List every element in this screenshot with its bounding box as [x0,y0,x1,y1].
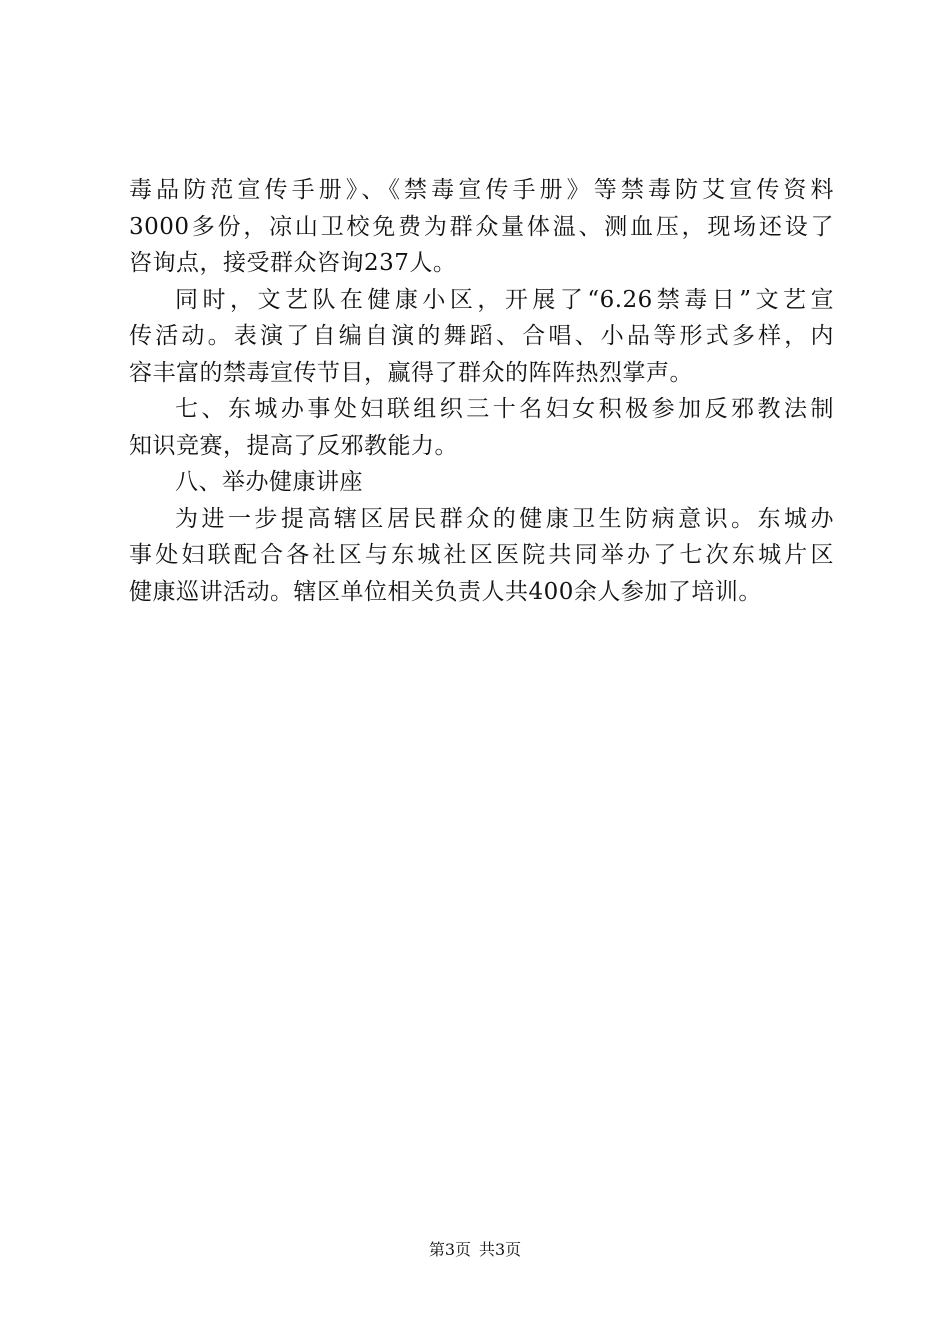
text-line: 咨询点，接受群众咨询237人。 [129,250,457,276]
text-line: 同时，文艺队在健康小区，开展了“6.26禁毒日”文艺宣 [175,286,834,313]
page-footer [0,1240,950,1260]
text-line: 健康巡讲活动。辖区单位相关负责人共400余人参加了培训。 [129,578,762,605]
total-pages: 共3页 [479,1240,522,1259]
page-number: 第3页 [428,1240,471,1259]
text-line: 毒品防范宣传手册》、《禁毒宣传手册》等禁毒防艾宣传资料 [129,177,834,203]
document-body [129,172,834,610]
text-line: 事处妇联配合各社区与东城社区医院共同举办了七次东城片区 [129,542,834,568]
text-line: 知识竞赛，提高了反邪教能力。 [129,432,458,459]
text-line: 容丰富的禁毒宣传节目，赢得了群众的阵阵热烈掌声。 [129,359,693,386]
text-line: 3000多份，凉山卫校免费为群众量体温、测血压，现场还设了 [129,213,834,240]
text-line: 传活动。表演了自编自演的舞蹈、合唱、小品等形式多样，内 [129,323,834,349]
text-line: 为进一步提高辖区居民群众的健康卫生防病意识。东城办 [175,505,834,532]
text-line: 八、举办健康讲座 [175,469,363,495]
text-line: 七、东城办事处妇联组织三十名妇女积极参加反邪教法制 [175,396,834,422]
